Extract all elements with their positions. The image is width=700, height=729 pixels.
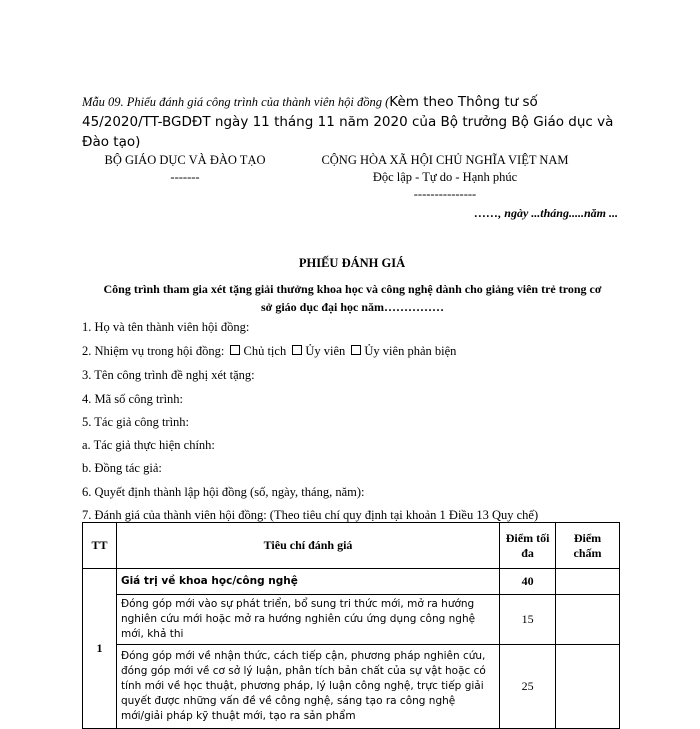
national-header: [300, 152, 590, 203]
header-max-score: Điểm tối đa: [500, 523, 556, 569]
form-reference-text: Kèm theo Thông tư số 45/2020/TT-BGDĐT ngày 11 tháng 11 năm 2020 của Bộ trưởng Bộ Giáo dục và Đào tạo): [82, 94, 614, 150]
field-decision: 6. Quyết định thành lập hội đồng (số, ngày, tháng, năm):: [82, 485, 365, 499]
page-title: PHIẾU ĐÁNH GIÁ: [298, 256, 406, 270]
criterion-score-cell[interactable]: [556, 645, 620, 729]
criterion-score-cell[interactable]: [556, 595, 620, 645]
form-reference-prefix: Mẫu 09. Phiếu đánh giá công trình của thành viên hội đồng (: [82, 95, 390, 109]
country-name: CỘNG HÒA XÃ HỘI CHỦ NGHĨA VIỆT NAM: [321, 153, 569, 167]
page-subtitle: Công trình tham gia xét tặng giải thưởng khoa học và công nghệ dành cho giảng viên trẻ trong cơ sở giáo dục đại học năm……………: [103, 282, 602, 314]
role-reviewer-checkbox[interactable]: [351, 345, 361, 355]
field-role: [82, 344, 622, 359]
role-reviewer-label: Ủy viên phản biện: [364, 344, 457, 358]
criterion-text: Đóng góp mới vào sự phát triển, bổ sung tri thức mới, mở ra hướng nghiên cứu mới hoặc mở ra hướng nghiên cứu ứng dụng công nghệ mới, khả thi: [116, 595, 499, 645]
field-role-label: 2. Nhiệm vụ trong hội đồng:: [82, 344, 225, 358]
issuing-agency-name: BỘ GIÁO DỤC VÀ ĐÀO TẠO: [104, 153, 266, 167]
table-row: [83, 595, 620, 645]
header-tt: TT: [83, 523, 117, 569]
form-reference: [82, 92, 622, 152]
criteria-table: [82, 522, 620, 729]
field-evaluation: 7. Đánh giá của thành viên hội đồng: (Theo tiêu chí quy định tại khoản 1 Điều 13 Quy chế): [82, 508, 539, 522]
date-line: ……, ngày ...tháng.....năm ...: [474, 206, 618, 220]
field-co-authors: b. Đồng tác giả:: [82, 461, 162, 475]
group-max-score: 40: [500, 569, 556, 595]
field-work-title: 3. Tên công trình đề nghị xét tặng:: [82, 368, 255, 382]
issuing-agency-rule: -------: [170, 170, 200, 184]
header-criteria: Tiêu chí đánh giá: [116, 523, 499, 569]
role-member-label: Ủy viên: [305, 344, 346, 358]
role-member-checkbox[interactable]: [292, 345, 302, 355]
group-score-cell[interactable]: [556, 569, 620, 595]
table-row-group: [83, 569, 620, 595]
table-header-row: [83, 523, 620, 569]
issuing-agency: [90, 152, 280, 186]
field-member-name: 1. Họ và tên thành viên hội đồng:: [82, 320, 250, 334]
criterion-text: Đóng góp mới về nhận thức, cách tiếp cận, phương pháp nghiên cứu, đóng góp mới về cơ sở lý luận, phân tích bản chất của sự vật hoặc có tính mới về học thuật, phương pháp, lý luận công nghệ, trực tiếp giải quyết được những vấn đề về công nghệ, sáng tạo ra công nghệ mới/giải pháp kỹ thuật mới, tạo ra sản phẩm: [116, 645, 499, 729]
header-score: Điểm chấm: [556, 523, 620, 569]
national-rule: ---------------: [413, 187, 477, 201]
national-motto: Độc lập - Tự do - Hạnh phúc: [372, 170, 518, 184]
group-number: 1: [83, 569, 117, 729]
group-title: Giá trị về khoa học/công nghệ: [116, 569, 499, 595]
role-chairman-checkbox[interactable]: [230, 345, 240, 355]
field-authors: 5. Tác giả công trình:: [82, 415, 190, 429]
field-work-code: 4. Mã số công trình:: [82, 392, 184, 406]
criterion-max-score: 15: [500, 595, 556, 645]
role-chairman-label: Chủ tịch: [243, 344, 287, 358]
criterion-max-score: 25: [500, 645, 556, 729]
field-main-author: a. Tác giả thực hiện chính:: [82, 438, 215, 452]
table-row: [83, 645, 620, 729]
